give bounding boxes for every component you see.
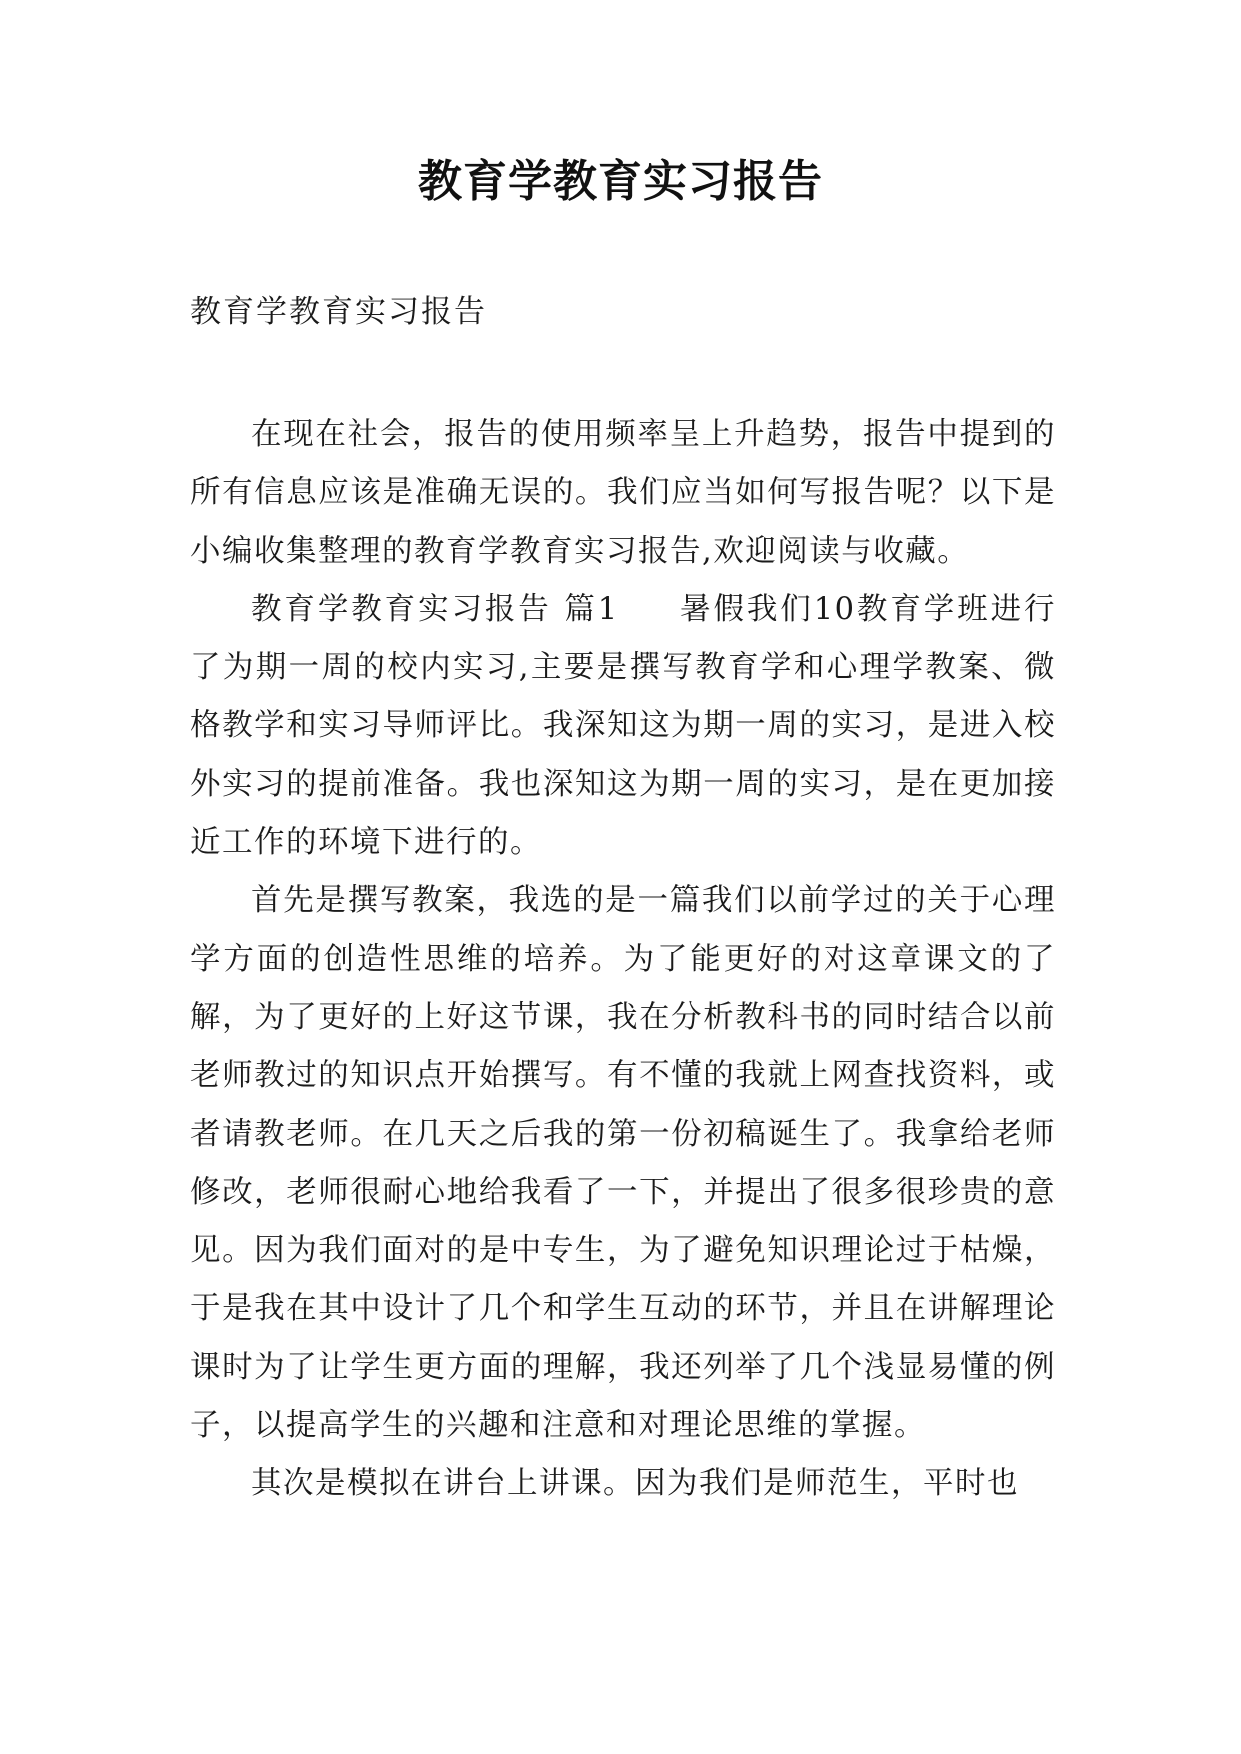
intro-paragraph: 在现在社会，报告的使用频率呈上升趋势，报告中提到的所有信息应该是准确无误的。我们应当如何写报告呢？以下是小编收集整理的教育学教育实习报告,欢迎阅读与收藏。 (190, 417, 1056, 569)
document-subtitle: 教育学教育实习报告 (190, 294, 487, 330)
section-paragraph (190, 581, 1056, 872)
document-title: 教育学教育实习报告 (418, 156, 823, 207)
body-paragraph: 其次是模拟在讲台上讲课。因为我们是师范生，平时也 (251, 1466, 1019, 1502)
body-paragraph: 首先是撰写教案，我选的是一篇我们以前学过的关于心理学方面的创造性思维的培养。为了能更好的对这章课文的了解，为了更好的上好这节课，我在分析教科书的同时结合以前老师教过的知识点开始撰写。有不懂的我就上网查找资料，或者请教老师。在几天之后我的第一份初稿诞生了。我拿给老师修改，老师很耐心地给我看了一下，并提出了很多很珍贵的意见。因为我们面对的是中专生，为了避免知识理论过于枯燥，于是我在其中设计了几个和学生互动的环节，并且在讲解理论课时为了让学生更方面的理解，我还列举了几个浅显易懂的例子，以提高学生的兴趣和注意和对理论思维的掌握。 (190, 883, 1056, 1444)
section-first-paragraph: 暑假我们10教育学班进行了为期一周的校内实习,主要是撰写教育学和心理学教案、微格教学和实习导师评比。我深知这为期一周的实习，是进入校外实习的提前准备。我也深知这为期一周的实习，是在更加接近工作的环境下进行的。 (190, 591, 1056, 861)
section-heading: 教育学教育实习报告 篇1 (251, 591, 619, 627)
document-body (190, 406, 1056, 1514)
